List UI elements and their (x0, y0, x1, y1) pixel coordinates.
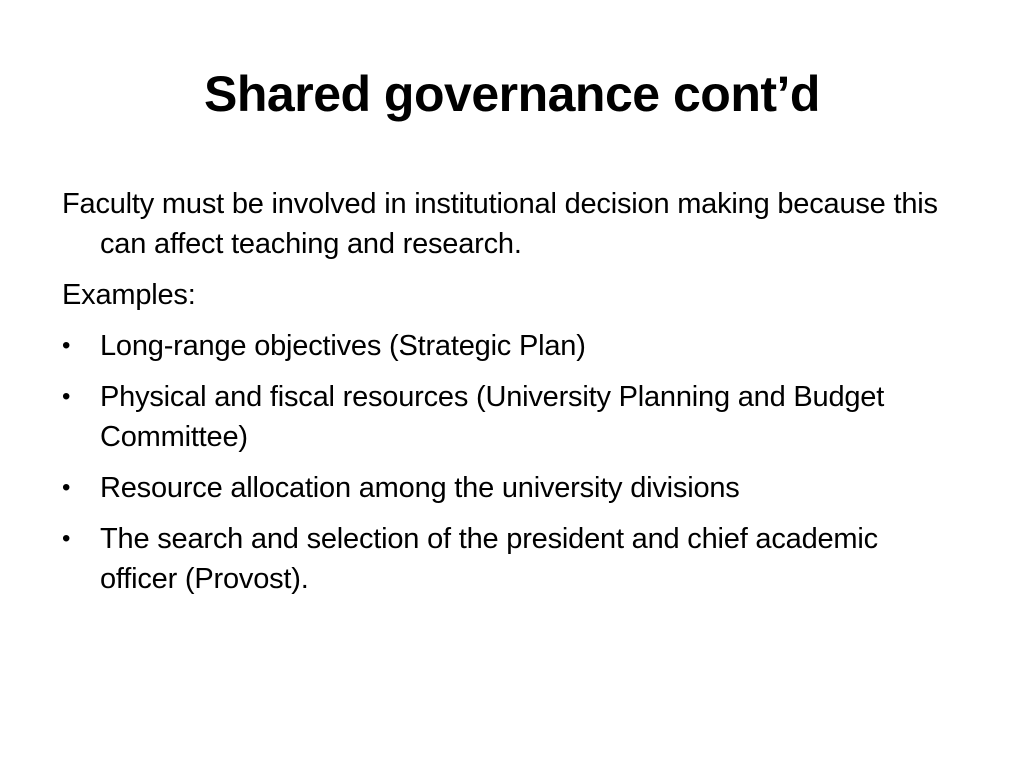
list-item-text: Long-range objectives (Strategic Plan) (100, 330, 586, 362)
bullet-icon: • (62, 474, 71, 501)
bullet-icon: • (62, 525, 71, 552)
list-item (62, 468, 962, 508)
bullet-icon: • (62, 332, 71, 359)
intro-paragraph: Faculty must be involved in institutional decision making because this can affect teaching and research. (62, 188, 938, 260)
examples-label: Examples: (62, 279, 196, 311)
list-item (62, 326, 962, 366)
list-item-text: Resource allocation among the university divisions (100, 472, 740, 504)
list-item-text: Physical and fiscal resources (University Planning and Budget Committee) (100, 381, 885, 453)
bullet-icon: • (62, 383, 71, 410)
list-item (62, 519, 962, 599)
list-item-text: The search and selection of the president and chief academic officer (Provost). (100, 523, 878, 595)
list-item (62, 377, 962, 457)
slide-title: Shared governance cont’d (204, 66, 820, 122)
examples-list (62, 326, 962, 599)
slide-content (62, 184, 962, 610)
